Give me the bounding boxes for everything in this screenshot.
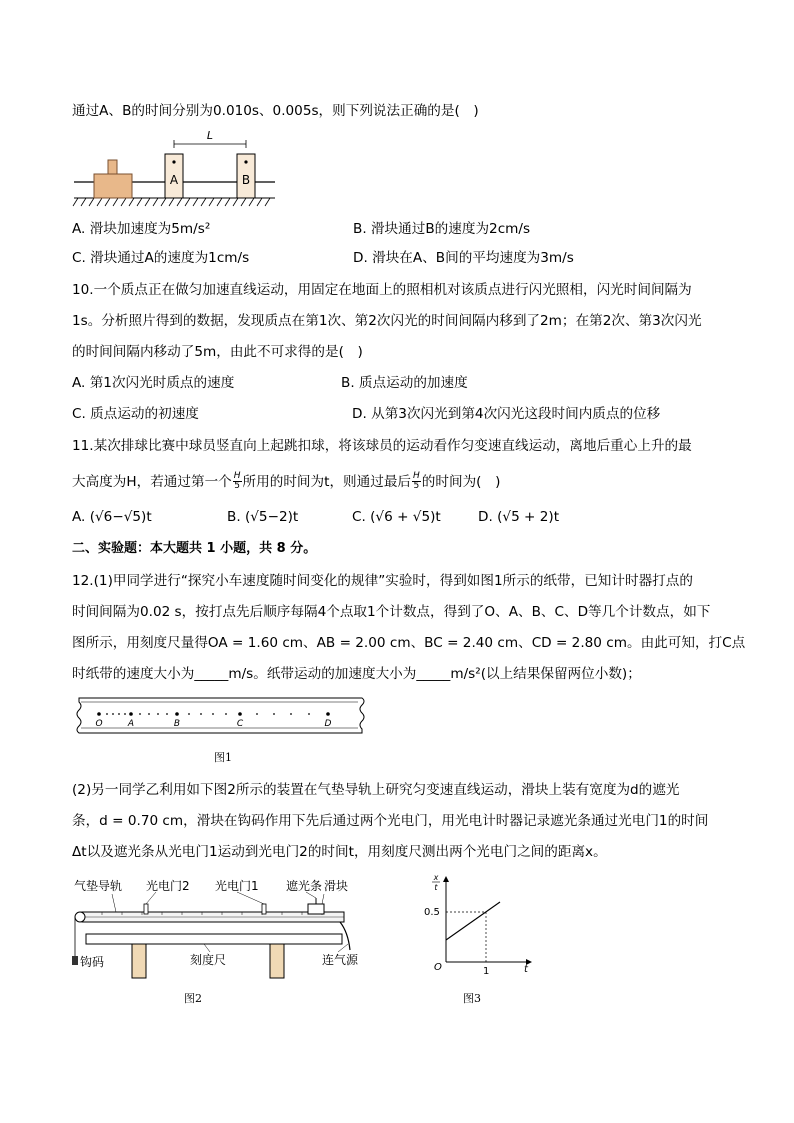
q11-stem-2b: 所用的时间为t，则通过最后	[242, 473, 412, 490]
q9-option-b: B. 滑块通过B的速度为2cm/s	[353, 221, 531, 237]
label-air-rail: 气垫导轨	[74, 879, 123, 893]
q11-stem-2a: 大高度为H，若通过第一个	[72, 473, 232, 490]
graph-figure	[414, 872, 534, 982]
q10-stem-3: 的时间间隔内移动了5m，由此不可求得的是( )	[72, 344, 363, 360]
label-air-source: 连气源	[322, 953, 359, 967]
dim-label-L: L	[206, 129, 214, 142]
q11-option-c: C. (√6 + √5)t	[352, 509, 441, 525]
label-slider: 滑块	[324, 879, 349, 893]
origin-label: O	[434, 962, 442, 973]
fig3-caption: 图3	[463, 992, 481, 1005]
slider-block	[94, 174, 132, 198]
graph-line	[446, 902, 500, 940]
fig1-caption: 图1	[214, 751, 232, 764]
air-track-figure	[72, 872, 372, 984]
fig2-caption: 图2	[184, 992, 202, 1005]
q11-option-b: B. (√5−2)t	[227, 509, 299, 525]
y-axis-denominator: t	[434, 883, 438, 892]
tape-label-o: O	[95, 719, 103, 729]
q10-stem-1: 10.一个质点正在做匀加速直线运动，用固定在地面上的照相机对该质点进行闪光照相，闪光时间间隔为	[72, 282, 692, 298]
q12-part2-line3: Δt以及遮光条从光电门1运动到光电门2的时间t，用刻度尺测出两个光电门之间的距离x。	[72, 844, 607, 860]
label-gate-1: 光电门1	[215, 879, 259, 893]
q11-stem-2c: 的时间为( )	[421, 473, 501, 490]
q12-stem-1: 12.(1)甲同学进行“探究小车速度随时间变化的规律”实验时，得到如图1所示的纸带，已知计时器打点的	[72, 573, 693, 589]
x-tick-1: 1	[483, 966, 490, 977]
gate-label-A: A	[169, 173, 179, 187]
q10-option-c: C. 质点运动的初速度	[72, 406, 199, 422]
tape-label-d: D	[324, 719, 332, 729]
q12-stem-2: 时间间隔为0.02 s，按打点先后顺序每隔4个点取1个计数点，得到了O、A、B、C、D等几个计数点，如下	[72, 604, 711, 620]
q12-stem-4: 时纸带的速度大小为_____m/s。纸带运动的加速度大小为_____m/s²(以上结果保留两位小数)；	[72, 666, 641, 682]
label-weight: 钩码	[80, 955, 105, 969]
q11-stem-1: 11.某次排球比赛中球员竖直向上起跳扣球，将该球员的运动看作匀变速直线运动，离地后重心上升的最	[72, 438, 692, 454]
q12-part2-line2: 条，d = 0.70 cm，滑块在钩码作用下先后通过两个光电门，用光电计时器记录遮光条通过光电门1的时间	[72, 813, 709, 829]
q9-stem: 通过A、B的时间分别为0.010s、0.005s，则下列说法正确的是( )	[72, 103, 479, 119]
q11-option-a: A. (√6−√5)t	[72, 509, 152, 525]
q10-option-b: B. 质点运动的加速度	[341, 375, 468, 391]
tape-label-a: A	[127, 719, 135, 729]
q9-option-a: A. 滑块加速度为5m/s²	[72, 221, 211, 237]
label-strip: 遮光条	[286, 879, 323, 893]
q12-part2-line1: (2)另一同学乙利用如下图2所示的装置在气垫导轨上研究匀变速直线运动，滑块上装有宽度为d的遮光	[72, 782, 680, 798]
tape-figure	[74, 695, 368, 739]
x-axis-label: t	[524, 964, 528, 975]
fraction-denominator: 5	[413, 481, 420, 491]
fraction-numerator: H	[233, 471, 241, 481]
gate-label-B: B	[241, 173, 251, 187]
y-axis-numerator: x	[433, 873, 439, 882]
q9-figure	[72, 126, 277, 208]
q11-fraction-first	[233, 472, 242, 491]
q10-option-a: A. 第1次闪光时质点的速度	[72, 375, 235, 391]
label-ruler: 刻度尺	[190, 953, 227, 967]
tape-label-c: C	[236, 719, 244, 729]
q11-fraction-last	[412, 472, 421, 491]
q11-stem-2	[72, 472, 500, 491]
q9-option-d: D. 滑块在A、B间的平均速度为3m/s	[353, 250, 574, 266]
q10-stem-2: 1s。分析照片得到的数据，发现质点在第1次、第2次闪光的时间间隔内移到了2m；在第2次、第3次闪光	[72, 313, 702, 329]
q12-stem-3: 图所示，用刻度尺量得OA = 1.60 cm、AB = 2.00 cm、BC = 2.40 cm、CD = 2.80 cm。由此可知，打C点	[72, 635, 746, 651]
section-title: 二、实验题：本大题共 1 小题，共 8 分。	[72, 541, 317, 556]
tape-label-b: B	[173, 719, 181, 729]
q9-option-c: C. 滑块通过A的速度为1cm/s	[72, 250, 250, 266]
y-tick-0-5: 0.5	[424, 907, 440, 918]
q11-option-d: D. (√5 + 2)t	[478, 509, 560, 525]
q10-option-d: D. 从第3次闪光到第4次闪光这段时间内质点的位移	[352, 406, 661, 422]
fraction-denominator: 5	[234, 481, 241, 491]
label-gate-2: 光电门2	[146, 879, 190, 893]
fraction-numerator: H	[413, 471, 420, 481]
